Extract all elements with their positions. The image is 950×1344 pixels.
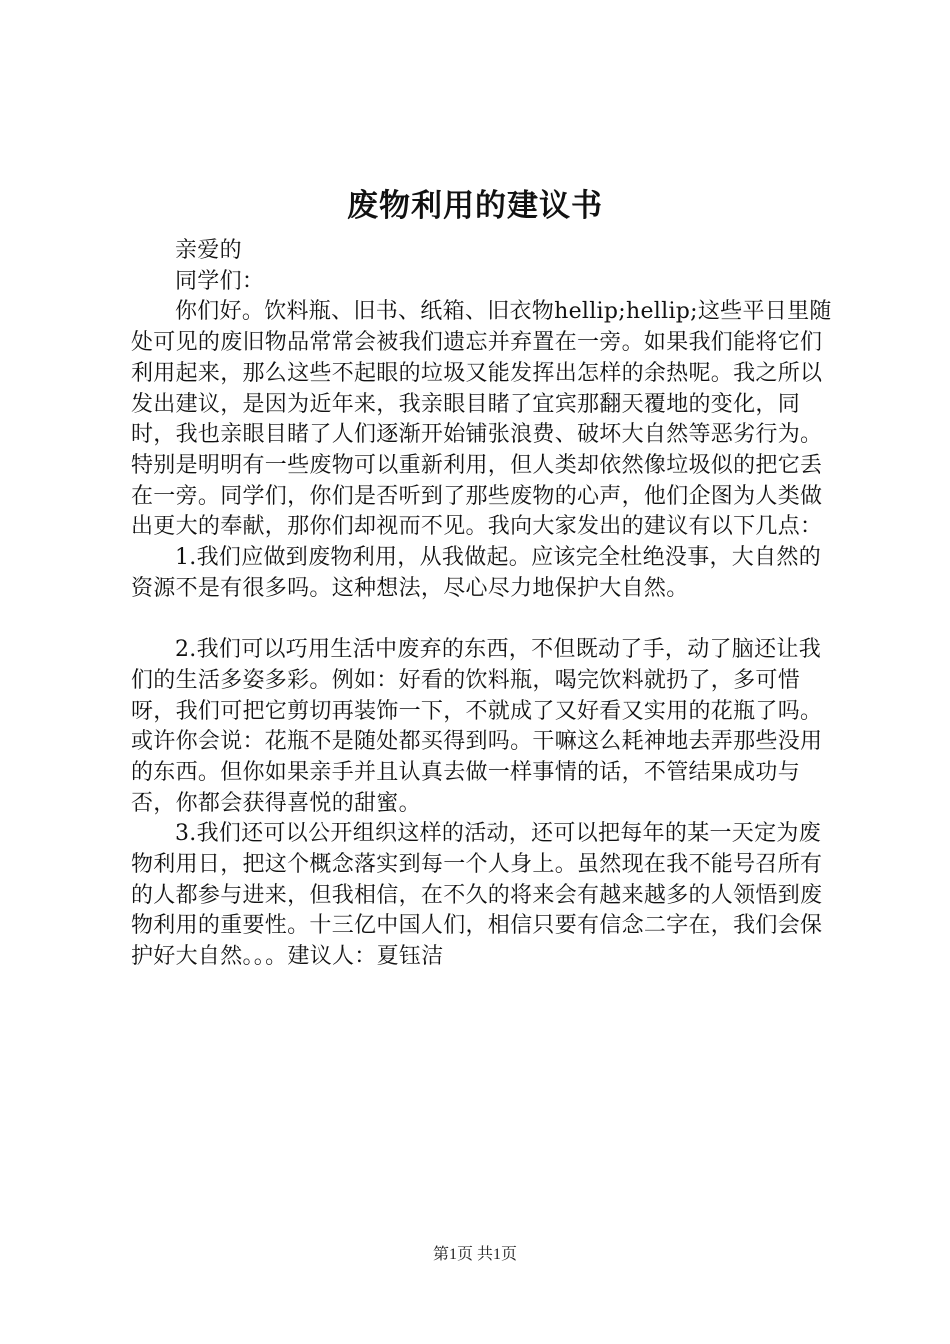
- blank-line: [131, 604, 839, 635]
- page-footer: 第1页 共1页: [432, 1246, 517, 1263]
- document-title: 废物利用的建议书: [347, 188, 603, 224]
- salutation-line-1: 亲爱的: [175, 238, 242, 263]
- point-2-paragraph: 2.我们可以巧用生活中废弃的东西，不但既动了手，动了脑还让我们的生活多姿多彩。例如：好看的饮料瓶，喝完饮料就扔了，多可惜呀，我们可把它剪切再装饰一下，不就成了又好看又实用的花瓶了吗。或许你会说：花瓶不是随处都买得到吗。干嘛这么耗神地去弄那些没用的东西。但你如果亲手并且认真去做一样事情的话，不管结果成功与否，你都会获得喜悦的甜蜜。: [131, 637, 823, 816]
- salutation-line-2: 同学们：: [175, 268, 265, 294]
- point-1-paragraph: 1.我们应做到废物利用，从我做起。应该完全杜绝没事，大自然的资源不是有很多吗。这种想法，尽心尽力地保护大自然。: [131, 545, 821, 601]
- document-body: [131, 236, 839, 973]
- point-3-paragraph: 3.我们还可以公开组织这样的活动，还可以把每年的某一天定为废物利用日，把这个概念落实到每一个人身上。虽然现在我不能号召所有的人都参与进来，但我相信，在不久的将来会有越来越多的人领悟到废物利用的重要性。十三亿中国人们，相信只要有信念二字在，我们会保护好大自然。。。建议人：夏钰洁: [131, 821, 823, 970]
- intro-paragraph: 你们好。饮料瓶、旧书、纸箱、旧衣物hellip;hellip;这些平日里随处可见的废旧物品常常会被我们遗忘并弃置在一旁。如果我们能将它们利用起来，那么这些不起眼的垃圾又能发挥出怎样的余热呢。我之所以发出建议，是因为近年来，我亲眼目睹了宜宾那翻天覆地的变化，同时，我也亲眼目睹了人们逐渐开始铺张浪费、破坏大自然等恶劣行为。特别是明明有一些废物可以重新利用，但人类却依然像垃圾似的把它丢在一旁。同学们，你们是否听到了那些废物的心声，他们企图为人类做出更大的奉献，那你们却视而不见。我向大家发出的建议有以下几点：: [131, 299, 832, 540]
